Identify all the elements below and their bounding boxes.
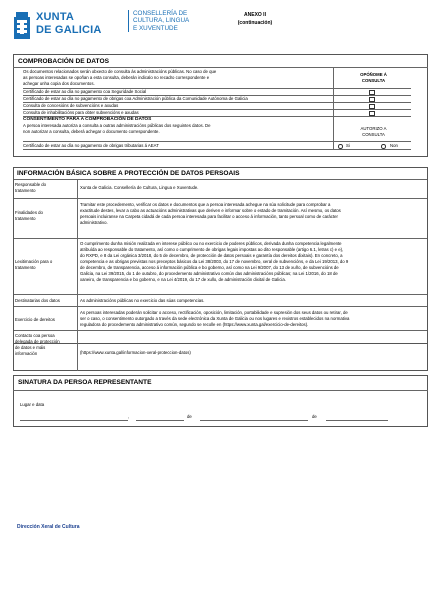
comma: , — [128, 414, 130, 419]
privacy-row-label: Destinatarias dos datos — [15, 298, 60, 303]
verification-item: Certificado de estar ao día no pagamento de obrigas coa Administración pública da Comunidade Autónoma de Galicia — [23, 96, 248, 101]
signature-title: SINATURA DA PERSOA REPRESENTANTE — [18, 379, 152, 386]
xunta-emblem-icon — [12, 11, 32, 43]
privacy-title: INFORMACIÓN BÁSICA SOBRE A PROTECCIÓN DE DATOS PERSOAIS — [17, 170, 240, 177]
privacy-row-text: (https://www.xunta.gal/informacion-xeral-proteccion-datos) — [80, 350, 191, 355]
de-label: de — [312, 414, 317, 419]
oppose-checkbox[interactable] — [369, 104, 375, 109]
yes-label: Si — [346, 143, 350, 148]
privacy-row-label: Contacto coa persoa delegada de protección de datos e máis información — [15, 333, 60, 356]
place-date-label: Lugar e data — [20, 402, 45, 407]
privacy-row-text: As administracións públicas no exercicio das súas competencias. — [80, 298, 205, 303]
privacy-row-text: O cumprimento dunha misión realizada en interese público ou no exercicio de poderes públicos, derivada dunha competencia legalmente atribuída ao responsable do tratamento, así como o cumprimento de obrigas legais impostas ao dito responsable (artigo 6.1, letras c) e e), do RXPD, e 8 da Lei orgánica 3/2018, do 5 de decembro, de protección de datos persoais e garantía dos dereitos dixitais). En concreto, a competencia e as obrigas previstas nos preceptos básicos da Lei 38/2003, do 17 de novembro, xeral de subvencións, e da Lei 19/2013, do 9 de decembro, de transparencia, acceso á información pública e bo goberno, así como na Lei 9/2007, do 13 de xuño, de subvencións de Galicia, na Lei 39/2015, do 1 de outubro, do procedemento administrativo común das administracións públicas; na Lei 1/2016, do 18 de xaneiro, de transparencia e bo goberno, e na Lei 4/2019, do 17 de xullo, de administración dixital de Galicia. — [80, 241, 349, 282]
privacy-row-text: Tramitar este procedemento, verificar os datos e documentos que a persoa interesada achegue na súa solicitude para comprobar a exactitude destes, levar a cabo as actuacións administrativas que deriven e informar sobre o estado de tramitación. Así mesmo, os datos persoais incluiranse na Carpeta cidadá de cada persoa interesada para facilitar o acceso á información, tanto persoal como de carácter administrativo. — [80, 202, 341, 225]
privacy-row-label: Responsable do tratamento — [15, 182, 47, 193]
no-radio[interactable] — [381, 144, 386, 149]
de-label: de — [187, 414, 192, 419]
yes-radio[interactable] — [338, 144, 343, 149]
oppose-checkbox[interactable] — [369, 111, 375, 116]
verification-item: Consulta de inhabilitacións para obter subvencións e axudas — [23, 110, 139, 115]
oppose-header: OPÓÑOME Á CONSULTA — [360, 72, 387, 83]
oppose-checkbox[interactable] — [369, 97, 375, 102]
verification-intro: Os documentos relacionados serán obxecto de consulta ás administracións públicas. No caso de que as persoas interesadas se opoñan a esta consulta, deberán indicalo no recadro correspondente e achegar unha copia dos documentos. — [23, 69, 217, 86]
oppose-checkbox[interactable] — [369, 90, 375, 95]
privacy-row-label: Lexitimación para o tratamento — [15, 259, 53, 270]
verification-item: Certificado de estar ao día no pagamento coa Seguridade Social — [23, 89, 147, 94]
verification-title: COMPROBACIÓN DE DATOS — [18, 58, 109, 65]
privacy-row-label: Exercicio de dereitos — [15, 317, 55, 322]
privacy-row-text: As persoas interesadas poderán solicitar o acceso, rectificación, oposición, limitación, portabilidade e supresión dos seus datos ou retirar, de ser o caso, o consentimento outorgado a través da sede electrónica da Xunta de Galicia ou nos lugares e rexistros establecidos na normativa reguladora do procedemento administrativo común, segundo se recolle en (https://www.xunta.gal/exercicio-de-dereitos). — [80, 310, 350, 327]
footer-text: Dirección Xeral de Cultura — [17, 524, 80, 530]
department-name: CONSELLERÍA DE CULTURA, LINGUA E XUVENTUDE — [128, 10, 189, 32]
org-name: XUNTA DE GALICIA — [36, 11, 102, 36]
verification-item: Consulta de concesións de subvencións e axudas — [23, 103, 119, 108]
annex-label: ANEXO II (continuación) — [237, 12, 273, 26]
authorize-header: AUTORIZO A CONSULTA — [360, 126, 387, 137]
aeat-item: Certificado de estar ao día no pagamento de obrigas tributarias á AEAT — [23, 143, 159, 148]
privacy-row-label: Finalidades do tratamento — [15, 210, 43, 221]
consent-title: CONSENTIMENTO PARA A COMPROBACIÓN DE DATOS — [23, 117, 152, 122]
consent-text: A persoa interesada autoriza a consulta a outras administracións públicas dos seguintes datos. De non autorizar a consulta, deberá achegar o documento correspondente. — [23, 123, 211, 134]
no-label: Non — [390, 143, 398, 148]
privacy-section-border — [13, 167, 428, 371]
privacy-row-text: Xunta de Galicia. Consellería de Cultura, Lingua e Xuventude. — [80, 185, 199, 190]
